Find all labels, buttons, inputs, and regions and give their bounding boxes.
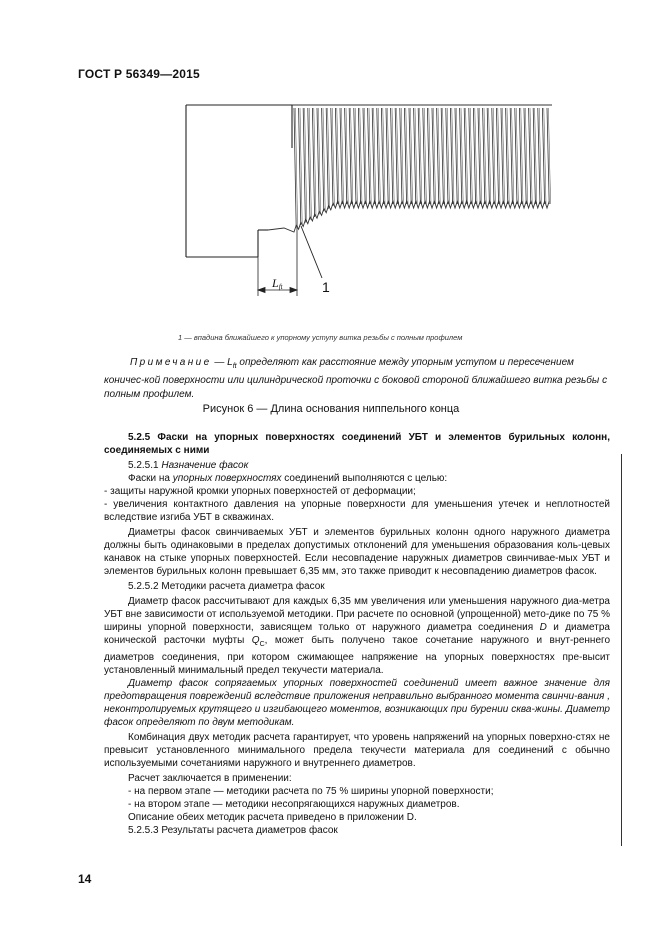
figure-caption: Рисунок 6 — Длина основания ниппельного конца [202, 403, 460, 415]
purpose-bullet-2: - увеличения контактного давления на упорные поверхности для уменьшения утечек и неплотностей вследствие изгиба УБТ в скважинах. [104, 499, 610, 523]
steps-intro: Расчет заключается в применении: [128, 773, 292, 784]
purpose-paragraph: Фаски на упорных поверхностях соединений выполняются с целью: [128, 473, 448, 484]
page-number: 14 [78, 872, 92, 886]
combination-paragraph: Комбинация двух методик расчета гарантирует, что уровень напряжений на упорных поверхно-стях не превысит установленного минимального предела текучести материала для соединений с обычно используемыми сочетаниями наружного и внутреннего диаметров. [104, 732, 610, 769]
step-1: - на первом этапе — методики расчета по 75 % ширины упорной поверхности; [128, 786, 494, 797]
subsection-5-2-5-3: 5.2.5.3 Результаты расчета диаметров фасок [128, 825, 338, 836]
nipple-thread-figure [176, 100, 556, 310]
callout-leader [301, 226, 322, 278]
italic-paragraph: Диаметр фасок сопрягаемых упорных поверхностей соединений имеет важное значение для предотвращения повреждений вследствие приложения неправильно выбранного момента свинчи-вания , неконтролируемых крутящего и изгибающего моментов, возникающих при бурении сква-жины. Диаметр фасок определяют по двум методикам. [104, 678, 610, 728]
note-symbol-sub: ft [232, 363, 237, 370]
figure-note [104, 356, 612, 402]
note-symbol: L [227, 357, 233, 368]
subsection-5-2-5-1: 5.2.5.1 Назначение фасок [128, 460, 249, 471]
note-dash: — [211, 357, 228, 368]
drawing-outline [186, 105, 292, 257]
figure-legend: 1 — впадина ближайшего к упорному уступу витка резьбы с полным профилем [178, 333, 463, 342]
subsection-5-2-5-2: 5.2.5.2 Методики расчета диаметра фасок [128, 581, 325, 592]
callout-number: 1 [322, 279, 330, 295]
note-text: определяют как расстояние между упорным уступом и пересечением коничес-кой поверхности или цилиндрической проточки с боковой стороной ближайшего витка резьбы с полным профилем. [104, 357, 608, 400]
note-lead: Примечание [130, 357, 212, 368]
revision-bar [621, 454, 622, 846]
dimension-label: Lft [272, 276, 283, 291]
appendix-paragraph: Описание обеих методик расчета приведено в приложении D. [128, 812, 417, 823]
purpose-bullet-1: - защиты наружной кромки упорных поверхностей от деформации; [104, 486, 416, 497]
thread-profile [268, 105, 552, 232]
step-2: - на втором этапе — методики несопрягающихся наружных диаметров. [128, 799, 460, 810]
diameter-paragraph: Диаметры фасок свинчиваемых УБТ и элементов бурильных колонн одного наружного диаметра должны быть одинаковыми в пределах допустимых отклонений для уменьшения образования коль-цевых канавок на стыке упорных поверхностей. Если несовпадение наружных диаметров свинчивае-мых УБТ и элементов бурильных колонн превышает 6,35 мм, это также приводит к несовпадению диаметров фасок. [104, 527, 610, 577]
calc-paragraph: Диаметр фасок рассчитывают для каждых 6,35 мм увеличения или уменьшения наружного диа-метра УБТ вне зависимости от используемой методики. При расчете по основной (упрощенной) мето-дике по 75 % ширины упорной поверхности, зависящем только от наружного диаметра соединения D и диаметра конической расточки муфты $Q_C$, может быть получено такое сочетание наружного и внут-реннего диаметров соединения, при котором сжимающее напряжение на упорных поверхностях пре-высит установленный минимальный предел текучести материала. [104, 596, 611, 676]
section-body [104, 431, 610, 837]
section-heading: 5.2.5 Фаски на упорных поверхностях соединений УБТ и элементов бурильных колонн, соединяемых с ними [104, 432, 610, 456]
document-header: ГОСТ Р 56349—2015 [78, 67, 200, 81]
